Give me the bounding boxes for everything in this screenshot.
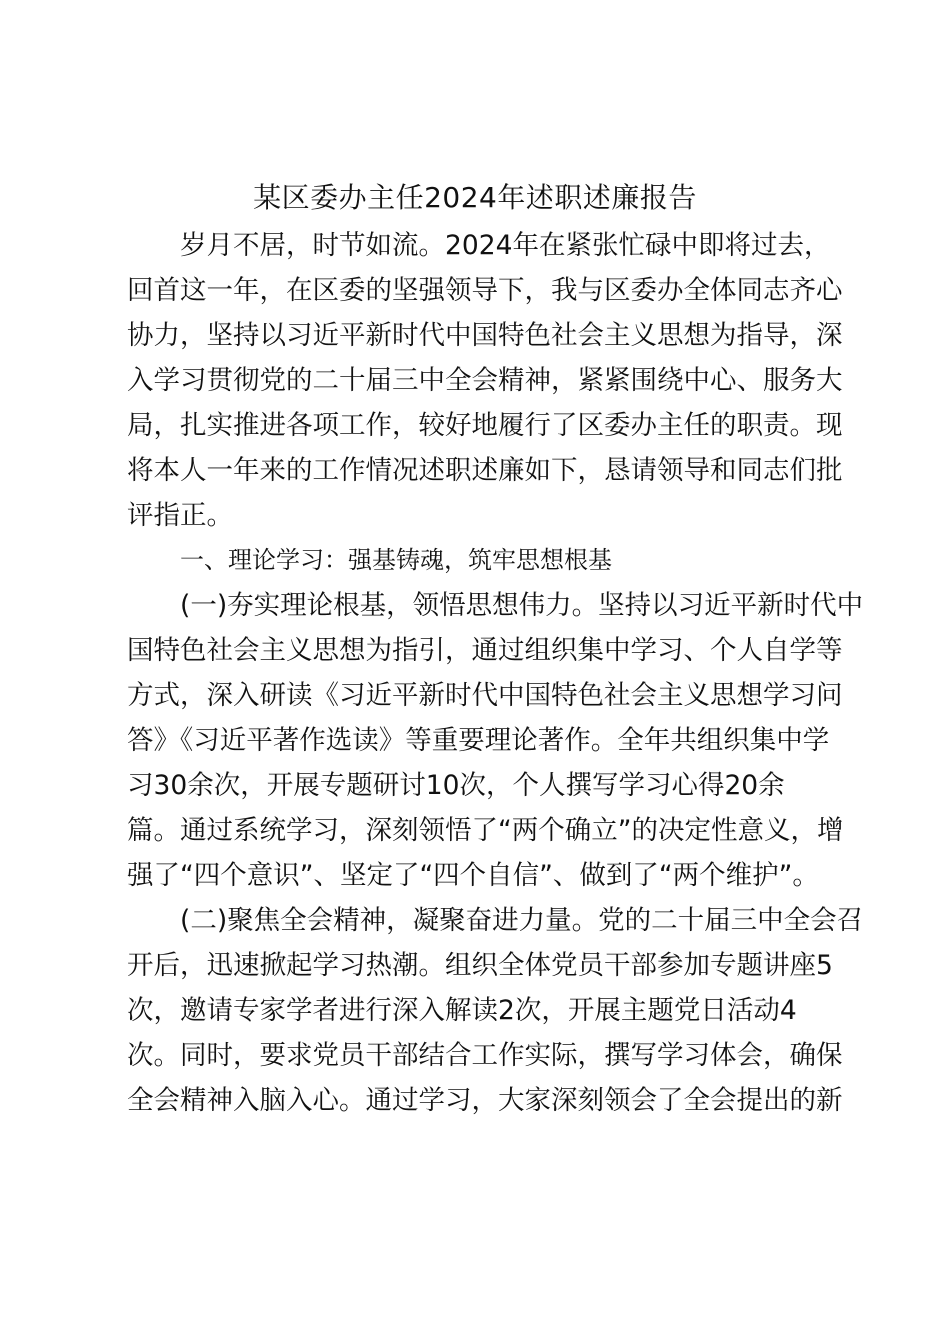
document-title: 某区委办主任2024年述职述廉报告 (253, 181, 697, 214)
paragraph-line: 方式，深入研读《习近平新时代中国特色社会主义思想学习问 (127, 680, 843, 711)
paragraph-line: 回首这一年，在区委的坚强领导下，我与区委办全体同志齐心 (127, 275, 843, 306)
paragraph-line: 入学习贯彻党的二十届三中全会精神，紧紧围绕中心、服务大 (127, 365, 843, 396)
section-heading: 一、理论学习：强基铸魂，筑牢思想根基 (180, 546, 612, 574)
paragraph-line: 开后，迅速掀起学习热潮。组织全体党员干部参加专题讲座5 (127, 950, 833, 981)
paragraph-line: 次，邀请专家学者进行深入解读2次，开展主题党日活动4 (127, 995, 797, 1026)
paragraph-line: 评指正。 (127, 500, 233, 531)
paragraph-line: 强了“四个意识”、坚定了“四个自信”、做到了“两个维护”。 (127, 860, 819, 891)
paragraph-line: 协力，坚持以习近平新时代中国特色社会主义思想为指导，深 (127, 320, 843, 351)
document-body (127, 223, 864, 1123)
paragraph-line: 局，扎实推进各项工作，较好地履行了区委办主任的职责。现 (127, 410, 843, 441)
paragraph-line: 习30余次，开展专题研讨10次，个人撰写学习心得20余 (127, 770, 785, 801)
paragraph-line: 将本人一年来的工作情况述职述廉如下，恳请领导和同志们批 (127, 455, 843, 486)
paragraph-line: 答》《习近平著作选读》等重要理论著作。全年共组织集中学 (127, 725, 830, 756)
paragraph-line: 岁月不居，时节如流。2024年在紧张忙碌中即将过去， (180, 230, 831, 261)
paragraph-line: 篇。通过系统学习，深刻领悟了“两个确立”的决定性意义，增 (127, 815, 844, 846)
paragraph-line: 国特色社会主义思想为指引，通过组织集中学习、个人自学等 (127, 635, 843, 666)
paragraph-line: (二)聚焦全会精神，凝聚奋进力量。党的二十届三中全会召 (180, 905, 864, 936)
paragraph-line: 次。同时，要求党员干部结合工作实际，撰写学习体会，确保 (127, 1040, 843, 1071)
paragraph-line: 全会精神入脑入心。通过学习，大家深刻领会了全会提出的新 (127, 1085, 843, 1116)
paragraph-line: (一)夯实理论根基，领悟思想伟力。坚持以习近平新时代中 (180, 590, 864, 621)
